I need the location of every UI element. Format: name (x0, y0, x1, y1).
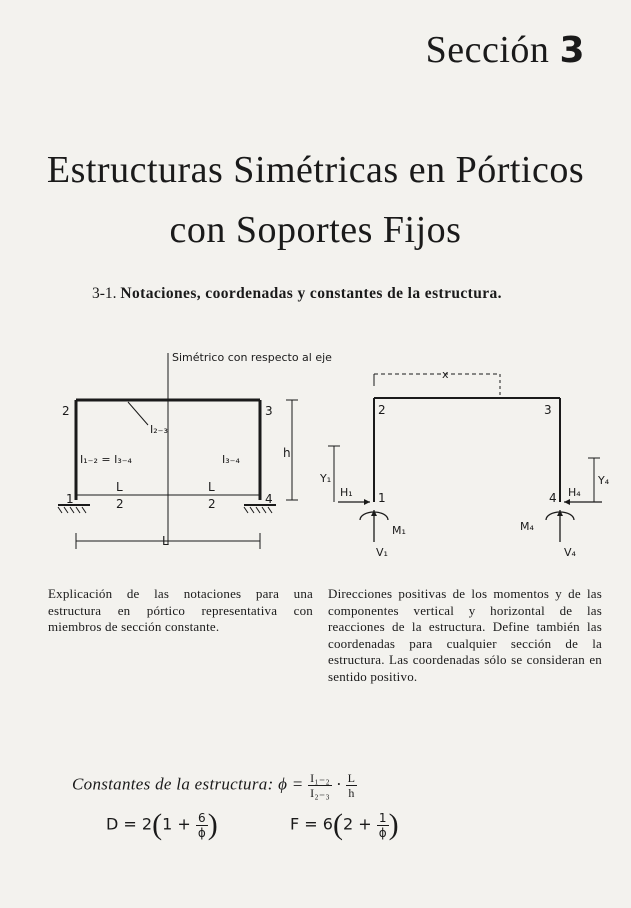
label-m4: M₄ (520, 520, 534, 533)
formula-f: F = 6(2 + $\frac{1}{\phi}$ ) (290, 808, 399, 841)
right-node-1: 1 (378, 491, 386, 505)
l-over-h-fraction (346, 771, 358, 800)
d-inner: 1 + (162, 814, 191, 834)
section-number: 3 (559, 30, 585, 71)
label-x: x (442, 368, 449, 381)
left-node-2: 2 (62, 404, 70, 418)
label-v4: V₄ (564, 546, 576, 559)
h-denominator: h (346, 785, 358, 800)
label-l-half-left-den: 2 (116, 497, 124, 511)
caption-right: Direcciones positivas de los momentos y de las componentes vertical y horizontal de las reacciones de la estructura. Define también las coordenadas para cualquier sección de la estructura. Las coordenadas sólo se consideran en sentido positivo. (328, 586, 602, 684)
phi-denominator: I₂₋₃ (310, 786, 330, 800)
subsection-heading (92, 283, 582, 305)
l-numerator: L (347, 771, 356, 785)
chapter-title-line1: Estructuras Simétricas en Pórticos (46, 149, 585, 191)
label-m1: M₁ (392, 524, 406, 537)
f-fraction (377, 811, 389, 840)
label-l: L (162, 534, 169, 548)
phi-numerator: I₁₋₂ (310, 771, 330, 785)
dot-operator: · (336, 774, 342, 794)
label-i12: I₁₋₂ = I₃₋₄ (80, 453, 132, 466)
label-y1: Y₁ (320, 472, 332, 485)
right-node-3: 3 (544, 403, 552, 417)
section-word: Sección (425, 29, 550, 71)
positive-directions-figure (310, 362, 625, 567)
f-numerator: 1 (378, 810, 387, 825)
label-i34: I₃₋₄ (222, 453, 240, 466)
symmetry-axis-label: Simétrico con respecto al eje (172, 351, 332, 364)
constants-formula (72, 771, 357, 800)
d-numerator: 6 (197, 810, 206, 825)
f-inner: 2 + (342, 814, 372, 834)
subsection-number: 3-1. (92, 285, 117, 302)
right-node-2: 2 (378, 403, 386, 417)
left-node-3: 3 (265, 404, 273, 418)
d-fraction (196, 811, 208, 840)
section-heading (426, 28, 585, 72)
d-denominator: ϕ (197, 825, 206, 840)
label-l-half-right-den: 2 (208, 497, 216, 511)
label-y4: Y₄ (598, 474, 610, 487)
chapter-title-line2: con Soportes Fijos (169, 209, 462, 251)
f-denominator: ϕ (378, 825, 387, 840)
label-h: h (283, 446, 291, 460)
chapter-title (0, 140, 631, 260)
constants-label: Constantes de la estructura: (72, 774, 274, 794)
phi-fraction (308, 771, 332, 800)
label-i23: I₂₋₃ (150, 423, 168, 436)
phi-equals: ϕ = (278, 774, 304, 794)
left-node-1: 1 (66, 492, 74, 506)
label-l-half-right-num: L (208, 480, 215, 494)
label-h4: H₄ (568, 486, 581, 499)
subsection-text: Notaciones, coordenadas y constantes de la estructura. (120, 285, 502, 302)
label-v1: V₁ (376, 546, 388, 559)
left-node-4: 4 (265, 492, 273, 506)
label-l-half-left-num: L (116, 480, 123, 494)
d-lhs: D = 2 (106, 814, 153, 834)
formula-d: D = 2(1 + $\frac{6}{\phi}$ ) (106, 808, 218, 841)
label-h1: H₁ (340, 486, 353, 499)
right-node-4: 4 (549, 491, 557, 505)
f-lhs: F = 6 (290, 814, 333, 834)
caption-left: Explicación de las notaciones para una estructura en pórtico representativa con miembros de sección constante. (48, 586, 313, 634)
